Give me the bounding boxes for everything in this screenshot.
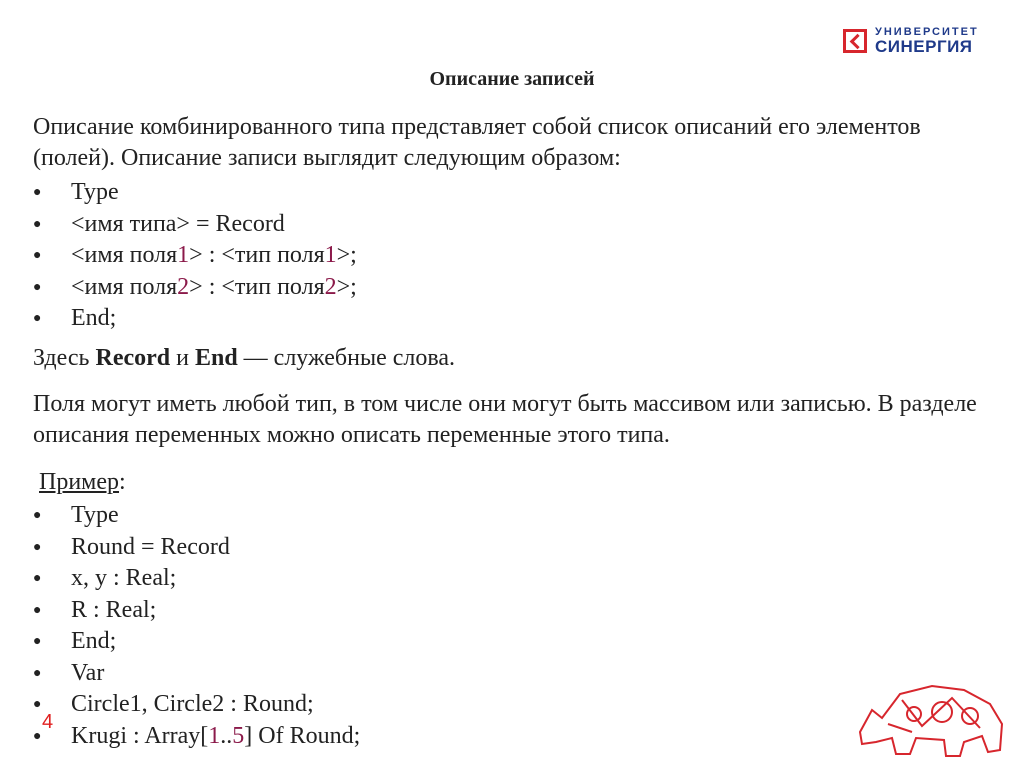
code-text: >; bbox=[336, 273, 357, 300]
accent-number: 2 bbox=[324, 273, 337, 300]
bullet-icon: ● bbox=[33, 602, 42, 618]
list-item bbox=[33, 177, 357, 209]
list-item-text bbox=[71, 272, 357, 304]
code-text: End; bbox=[71, 305, 117, 331]
keyword-record: Record bbox=[95, 345, 171, 371]
list-item bbox=[33, 272, 357, 304]
note-paragraph bbox=[33, 343, 1003, 374]
code-text: x, y : Real; bbox=[71, 565, 177, 591]
list-item-text bbox=[71, 658, 104, 690]
accent-number: 1 bbox=[177, 242, 190, 268]
slide-title: Описание записей bbox=[429, 68, 595, 90]
list-item-text bbox=[71, 532, 230, 564]
note-text: — служебные слова. bbox=[237, 345, 456, 371]
intro-paragraph: Описание комбинированного типа представляет собой список описаний его элементов (полей). Описание записи выглядит следующим образом: bbox=[33, 114, 921, 171]
bullet-icon: ● bbox=[33, 539, 42, 555]
bullet-icon: ● bbox=[33, 697, 42, 712]
logo-line1: УНИВЕРСИТЕТ bbox=[875, 26, 979, 38]
code-text: End; bbox=[71, 628, 117, 654]
bullet-icon: ● bbox=[33, 508, 42, 523]
code-text: ] Of Round; bbox=[244, 722, 361, 749]
code-text: <имя поля bbox=[71, 242, 178, 268]
list-item-text bbox=[71, 689, 314, 721]
list-item bbox=[33, 303, 357, 335]
list-item-text bbox=[71, 500, 119, 532]
code-text: Round = Record bbox=[71, 533, 230, 560]
note-text: и bbox=[170, 345, 195, 371]
list-item-text bbox=[71, 721, 360, 753]
bullet-icon: ● bbox=[33, 248, 42, 263]
page-number: 4 bbox=[42, 711, 54, 733]
note-text: Здесь bbox=[33, 345, 96, 371]
code-text: Krugi : Array[ bbox=[71, 722, 209, 749]
list-item-text bbox=[71, 626, 116, 658]
list-item bbox=[33, 240, 357, 272]
list-item-text bbox=[71, 209, 285, 241]
list-item-text bbox=[71, 177, 119, 209]
code-text: > : <тип поля bbox=[189, 273, 325, 300]
logo-line2: СИНЕРГИЯ bbox=[875, 37, 973, 56]
accent-number: 1 bbox=[324, 242, 337, 268]
code-text: > : <тип поля bbox=[189, 242, 325, 268]
syntax-list bbox=[33, 177, 357, 335]
list-item bbox=[33, 500, 360, 532]
code-text: Type bbox=[71, 179, 119, 205]
bullet-icon: ● bbox=[33, 216, 42, 232]
list-item bbox=[33, 658, 360, 690]
example-label: Пример bbox=[39, 469, 120, 495]
bullet-icon: ● bbox=[33, 634, 42, 649]
code-text: Var bbox=[71, 659, 105, 686]
logo-mark-icon bbox=[843, 29, 867, 53]
list-item bbox=[33, 209, 357, 241]
bullet-icon: ● bbox=[33, 728, 42, 744]
list-item bbox=[33, 532, 360, 564]
list-item bbox=[33, 721, 360, 753]
fields-paragraph: Поля могут иметь любой тип, в том числе они могут быть массивом или записью. В разделе описания переменных можно описать переменные этого типа. bbox=[33, 391, 977, 448]
code-text: >; bbox=[336, 242, 357, 268]
list-item bbox=[33, 563, 360, 595]
code-text: <имя поля bbox=[71, 273, 178, 300]
code-text: R : Real; bbox=[71, 596, 157, 623]
list-item bbox=[33, 626, 360, 658]
code-text: <имя типа> = Record bbox=[71, 210, 285, 237]
synergy-logo bbox=[843, 27, 979, 55]
code-text: .. bbox=[220, 722, 233, 749]
bullet-icon: ● bbox=[33, 311, 42, 326]
accent-number: 1 bbox=[208, 722, 221, 749]
bullet-icon: ● bbox=[33, 185, 42, 200]
list-item-text bbox=[71, 240, 357, 272]
rhino-mascot-icon bbox=[852, 680, 1012, 760]
list-item bbox=[33, 595, 360, 627]
list-item bbox=[33, 689, 360, 721]
bullet-icon: ● bbox=[33, 571, 42, 586]
example-colon: : bbox=[119, 469, 126, 495]
list-item-text bbox=[71, 595, 156, 627]
list-item-text bbox=[71, 563, 176, 595]
code-text: Circle1, Circle2 : Round; bbox=[71, 691, 314, 717]
bullet-icon: ● bbox=[33, 279, 42, 295]
keyword-end: End bbox=[194, 345, 238, 371]
code-text: Type bbox=[71, 502, 119, 528]
accent-number: 2 bbox=[177, 273, 190, 300]
accent-number: 5 bbox=[232, 722, 245, 749]
example-list bbox=[33, 500, 360, 752]
example-heading bbox=[39, 467, 1009, 498]
bullet-icon: ● bbox=[33, 665, 42, 681]
list-item-text bbox=[71, 303, 116, 335]
